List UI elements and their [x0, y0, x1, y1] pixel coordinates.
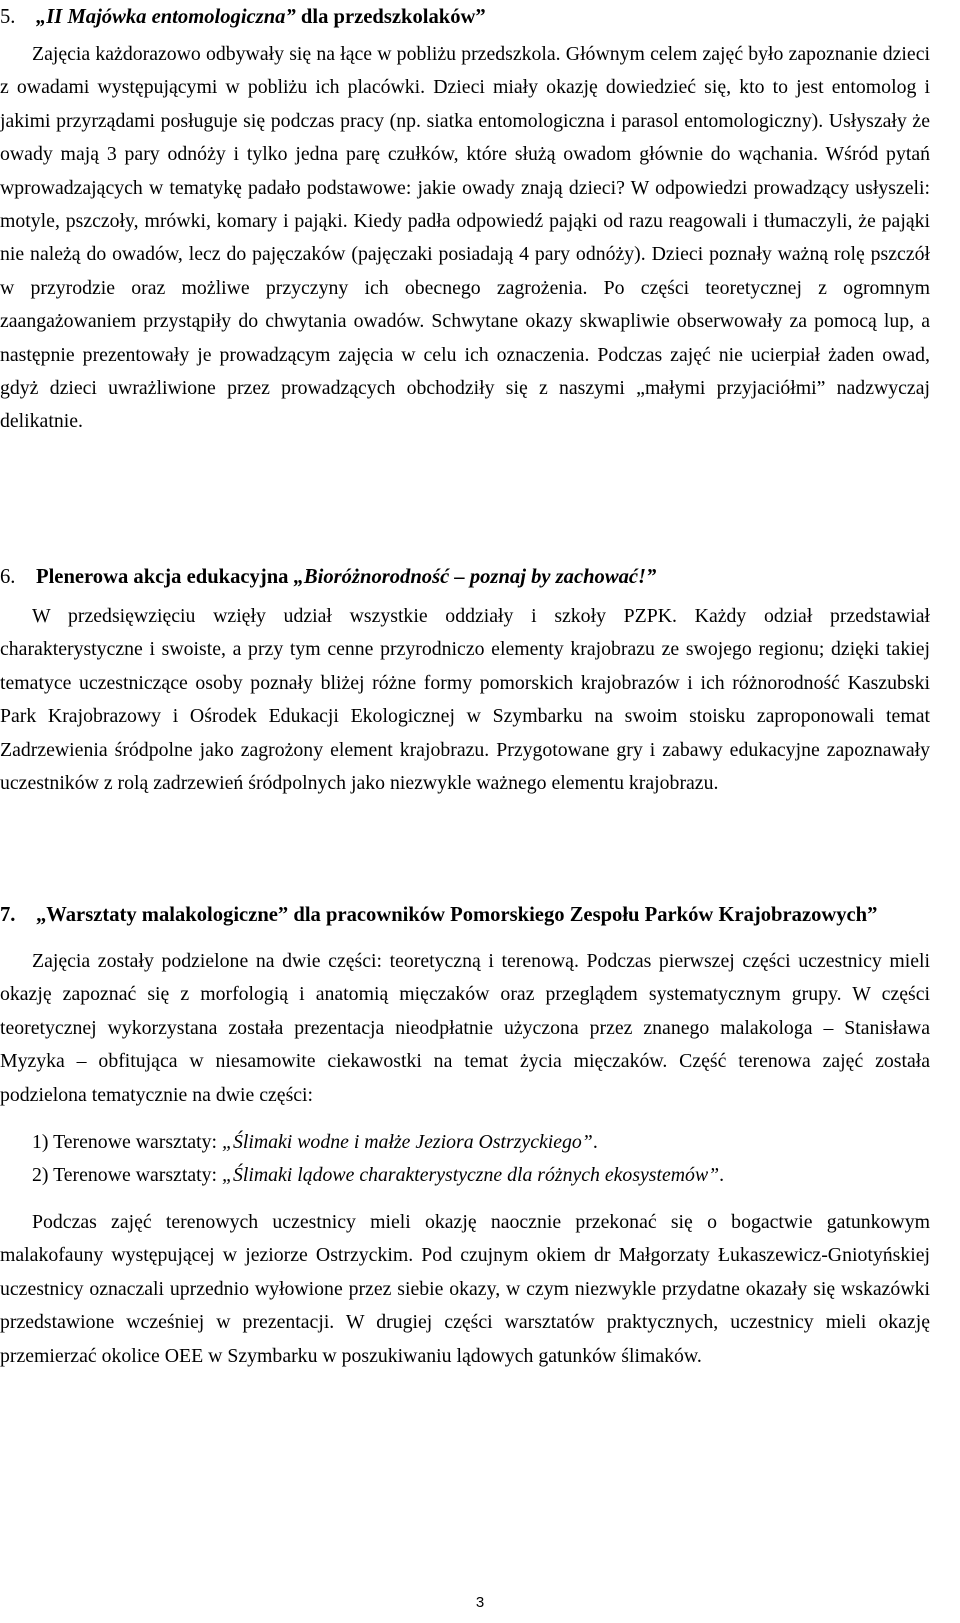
section-5-heading — [0, 2, 930, 33]
section-7-number: 7. — [0, 904, 16, 926]
section-6-title-bold: Plenerowa akcja edukacyjna — [36, 566, 294, 588]
section-6-title-italic: „Bioróżnorodność – poznaj by zachować!” — [293, 566, 657, 588]
list-item — [32, 1126, 930, 1159]
section-5-title-quoted: „II Majówka entomologiczna” — [36, 6, 296, 28]
list-item-suffix: . — [592, 1131, 598, 1154]
section-6 — [0, 562, 930, 800]
list-item-title: „Ślimaki wodne i małże Jeziora Ostrzyckiego” — [221, 1131, 593, 1154]
section-5 — [0, 2, 930, 439]
list-item-prefix: 1) Terenowe warsztaty: — [32, 1131, 222, 1154]
section-5-number: 5. — [0, 6, 16, 28]
section-6-paragraph: W przedsięwzięciu wzięły udział wszystkie oddziały i szkoły PZPK. Każdy odział przedstawiał charakterystyczne i swoiste, a przy tym cenne przyrodniczo elementy krajobrazu ze swojego regionu; dzięki takiej tematyce uczestniczące osoby poznały bliżej różne formy pomorskich krajobrazów i ich różnorodność Kaszubski Park Krajobrazowy i Ośrodek Edukacji Ekologicznej w Szymbarku na swoim stoisku zaproponowali temat Zadrzewienia śródpolne jako zagrożony element krajobrazu. Przygotowane gry i zabawy edukacyjne zapoznawały uczestników z rolą zadrzewień śródpolnych jako niezwykle ważnego elementu krajobrazu. — [0, 605, 930, 795]
list-item-suffix: . — [719, 1164, 725, 1187]
section-7-list — [0, 1126, 930, 1192]
section-7-title: „Warsztaty malakologiczne” dla pracowników Pomorskiego Zespołu Parków Krajobrazowych” — [36, 904, 878, 926]
section-5-paragraph: Zajęcia każdorazowo odbywały się na łące w pobliżu przedszkola. Głównym celem zajęć było zapoznanie dzieci z owadami występującymi w pobliżu ich placówki. Dzieci miały okazję dowiedzieć się, kto to jest entomolog i jakimi przyrządami posługuje się podczas pracy (np. siatka entomologiczna i parasol entomologiczny). Usłyszały że owady mają 3 pary odnóży i tylko jedna parę czułków, które służą owadom głównie do wąchania. Wśród pytań wprowadzających w tematykę padało podstawowe: jakie owady znają dzieci? W odpowiedzi prowadzący usłyszeli: motyle, pszczoły, mrówki, komary i pająki. Kiedy padła odpowiedź pająki od razu reagowali i tłumaczyli, że pająki nie należą do owadów, lecz do pajęczaków (pajęczaki posiadają 4 pary odnóży). Dzieci poznały ważną rolę pszczół w przyrodzie oraz możliwe przyczyny ich obecnego zagrożenia. Po części teoretycznej z ogromnym zaangażowaniem przystąpiły do chwytania owadów. Schwytane okazy skwapliwie obserwowały za pomocą lup, a następnie prezentowały je prowadzącym zajęcia w celu ich oznaczenia. Podczas zajęć nie ucierpiał żaden owad, gdyż dzieci uwrażliwione przez prowadzących obchodziły się z naszymi „małymi przyjaciółmi” nadzwyczaj delikatnie. — [0, 43, 930, 433]
section-5-title-rest: dla przedszkolaków” — [295, 6, 486, 28]
section-7-paragraph-1: Zajęcia zostały podzielone na dwie części: teoretyczną i terenową. Podczas pierwszej części uczestnicy mieli okazję zapoznać się z morfologią i anatomią mięczaków oraz przeglądem systematycznym grupy. W części teoretycznej wykorzystana została prezentacja nieodpłatnie użyczona przez znanego malakologa – Stanisława Myzyka – obfitująca w niesamowite ciekawostki na temat życia mięczaków. Część terenowa zajęć została podzielona tematycznie na dwie części: — [0, 950, 930, 1106]
list-item-prefix: 2) Terenowe warsztaty: — [32, 1164, 222, 1187]
section-7 — [0, 898, 930, 1373]
section-7-heading — [0, 898, 930, 933]
section-7-paragraph-2: Podczas zajęć terenowych uczestnicy mieli okazję naocznie przekonać się o bogactwie gatunkowym malakofauny występującej w jeziorze Ostrzyckim. Pod czujnym okiem dr Małgorzaty Łukaszewicz-Gniotyńskiej uczestnicy oznaczali uprzednio wyłowione przez siebie okazy, w czym niezwykle przydatne okazały się wskazówki przedstawione wcześniej w prezentacji. W drugiej części warsztatów praktycznych, uczestnicy mieli okazję przemierzać okolice OEE w Szymbarku w poszukiwaniu lądowych gatunków ślimaków. — [0, 1211, 930, 1367]
page-number: 3 — [475, 1594, 485, 1611]
list-item-title: „Ślimaki lądowe charakterystyczne dla różnych ekosystemów” — [221, 1164, 720, 1187]
section-6-number: 6. — [0, 566, 16, 588]
list-item — [32, 1159, 930, 1192]
section-6-heading — [0, 562, 930, 593]
